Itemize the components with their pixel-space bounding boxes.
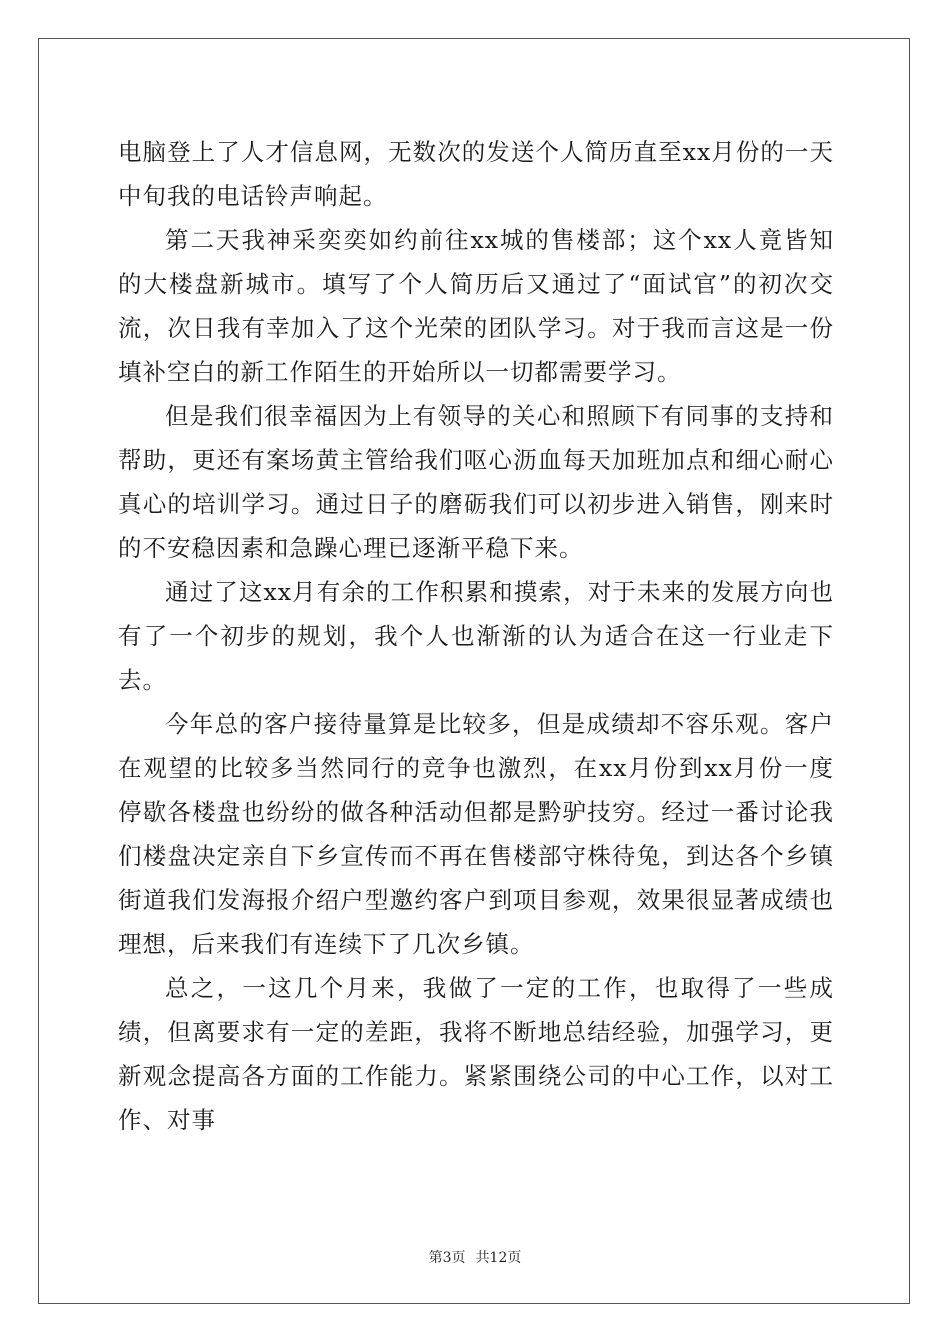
paragraph-4: 通过了这xx月有余的工作积累和摸索，对于未来的发展方向也有了一个初步的规划，我个人也渐渐的认为适合在这一行业走下去。 [118,578,834,694]
paragraph-1: 电脑登上了人才信息网，无数次的发送个人简历直至xx月份的一天中旬我的电话铃声响起。 [118,138,834,210]
page-footer [0,1247,950,1267]
page-total: 共12页 [475,1250,522,1266]
paragraph-5: 今年总的客户接待量算是比较多，但是成绩却不容乐观。客户在观望的比较多当然同行的竞争也激烈，在xx月份到xx月份一度停歇各楼盘也纷纷的做各种活动但都是黔驴技穷。经过一番讨论我们楼盘决定亲自下乡宣传而不再在售楼部守株待兔，到达各个乡镇街道我们发海报介绍户型邀约客户到项目参观，效果很显著成绩也理想，后来我们有连续下了几次乡镇。 [118,710,834,958]
paragraph-2: 第二天我神采奕奕如约前往xx城的售楼部；这个xx人竟皆知的大楼盘新城市。填写了个人简历后又通过了“面试官”的初次交流，次日我有幸加入了这个光荣的团队学习。对于我而言这是一份填补空白的新工作陌生的开始所以一切都需要学习。 [118,226,834,386]
paragraph-3: 但是我们很幸福因为上有领导的关心和照顾下有同事的支持和帮助，更还有案场黄主管给我们呕心沥血每天加班加点和细心耐心真心的培训学习。通过日子的磨砺我们可以初步进入销售，刚来时的不安稳因素和急躁心理已逐渐平稳下来。 [118,402,834,562]
page-number: 第3页 [428,1250,466,1266]
paragraph-6: 总之，一这几个月来，我做了一定的工作，也取得了一些成绩，但离要求有一定的差距，我将不断地总结经验，加强学习，更新观念提高各方面的工作能力。紧紧围绕公司的中心工作，以对工作、对事 [118,974,834,1134]
document-body [118,130,834,1142]
